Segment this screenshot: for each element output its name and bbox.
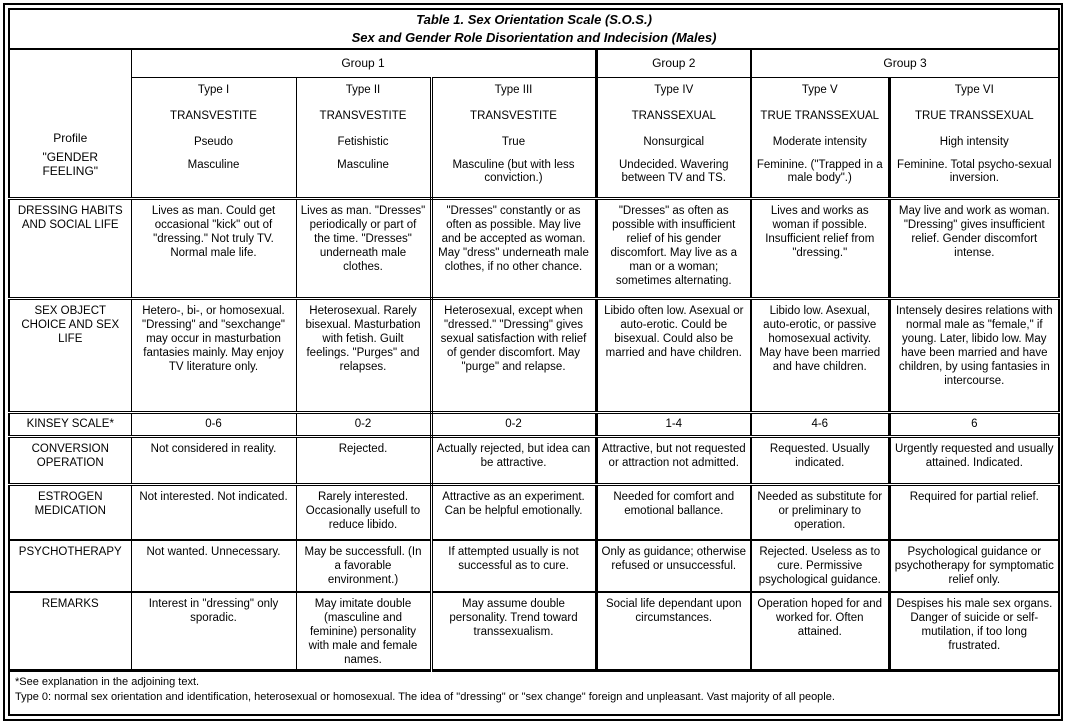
cell-remarks-type4: Social life dependant upon circumstances.: [596, 592, 751, 671]
cell-remarks-type1: Interest in "dressing" only sporadic.: [131, 592, 296, 671]
cell-sexobject-type3: Heterosexual, except when "dressed." "Dressing" gives sexual satisfaction with relief of gender discomfort. May "purge" and relapse.: [431, 298, 596, 412]
cell-sexobject-type5: Libido low. Asexual, auto-erotic, or passive homosexual activity. May have been married and have children.: [751, 298, 889, 412]
cell-conversion-type1: Not considered in reality.: [131, 436, 296, 484]
footnote-line-1: *See explanation in the adjoining text.: [15, 676, 200, 689]
type-5-subtype: Moderate intensity: [772, 136, 867, 149]
type-4-header: [596, 77, 751, 198]
cell-remarks-type5: Operation hoped for and worked for. Often attained.: [751, 592, 889, 671]
sos-table: [8, 8, 1060, 716]
type-3-feeling: Masculine (but with less conviction.): [452, 158, 575, 185]
cell-dressing-type3: "Dresses" constantly or as often as possible. May live and be accepted as woman. May "dress" underneath male clothes, if no other chance.: [431, 198, 596, 298]
table-title-cell: [9, 9, 1059, 49]
cell-kinsey-type3: 0-2: [431, 412, 596, 436]
cell-dressing-type5: Lives and works as woman if possible. Insufficient relief from "dressing.": [751, 198, 889, 298]
row-psychotherapy: [9, 540, 1059, 592]
cell-sexobject-type1: Hetero-, bi-, or homosexual. "Dressing" and "sexchange" may occur in masturbation fantasies mainly. May enjoy TV literature only.: [131, 298, 296, 412]
cell-kinsey-type2: 0-2: [296, 412, 431, 436]
type-6-name: TRUE TRANSSEXUAL: [914, 110, 1034, 123]
row-label-estrogen: ESTROGEN MEDICATION: [9, 484, 131, 540]
group2-header: Group 2: [596, 49, 751, 77]
type-2-label: Type II: [345, 84, 381, 97]
cell-dressing-type6: May live and work as woman. "Dressing" gives insufficient relief. Gender discomfort intense.: [889, 198, 1059, 298]
cell-psychotherapy-type4: Only as guidance; otherwise refused or unsuccessful.: [596, 540, 751, 592]
cell-remarks-type2: May imitate double (masculine and feminine) personality with male and female names.: [296, 592, 431, 671]
type-1-label: Type I: [197, 84, 230, 97]
type-2-header: [296, 77, 431, 198]
type-6-label: Type VI: [954, 84, 994, 97]
type-4-name: TRANSSEXUAL: [631, 110, 716, 123]
type-4-subtype: Nonsurgical: [643, 136, 705, 149]
row-kinsey-scale: [9, 412, 1059, 436]
cell-psychotherapy-type5: Rejected. Useless as to cure. Permissive psychological guidance.: [751, 540, 889, 592]
row-estrogen-medication: [9, 484, 1059, 540]
cell-remarks-type3: May assume double personality. Trend toward transsexualism.: [431, 592, 596, 671]
type-2-name: TRANSVESTITE: [319, 110, 407, 123]
cell-estrogen-type2: Rarely interested. Occasionally usefull to reduce libido.: [296, 484, 431, 540]
type-6-header: [889, 77, 1059, 198]
cell-kinsey-type4: 1-4: [596, 412, 751, 436]
profile-spacer: [13, 69, 128, 125]
cell-conversion-type2: Rejected.: [296, 436, 431, 484]
type-6-subtype: High intensity: [939, 136, 1009, 149]
gender-feeling-label: "GENDER FEELING": [42, 150, 99, 179]
type-3-label: Type III: [494, 84, 533, 97]
type-3-subtype: True: [501, 136, 526, 149]
cell-psychotherapy-type1: Not wanted. Unnecessary.: [131, 540, 296, 592]
table-title: Table 1. Sex Orientation Scale (S.O.S.): [416, 12, 652, 28]
row-label-remarks: REMARKS: [9, 592, 131, 671]
type-2-feeling: Masculine: [337, 158, 389, 171]
row-remarks: [9, 592, 1059, 671]
cell-dressing-type2: Lives as man. "Dresses" periodically or part of the time. "Dresses" underneath male clothes.: [296, 198, 431, 298]
page-frame: [3, 3, 1063, 721]
cell-remarks-type6: Despises his male sex organs. Danger of suicide or self-mutilation, if too long frustrated.: [889, 592, 1059, 671]
cell-kinsey-type6: 6: [889, 412, 1059, 436]
type-1-header: [131, 77, 296, 198]
table-title-row: [9, 9, 1059, 49]
row-label-psychotherapy: PSYCHOTHERAPY: [9, 540, 131, 592]
cell-kinsey-type1: 0-6: [131, 412, 296, 436]
type-3-header: [431, 77, 596, 198]
footnote-line-2: Type 0: normal sex orientation and identification, heterosexual or homosexual. The idea of "dressing" or "sex change" foreign and unpleasant. Vast majority of all people.: [15, 691, 835, 704]
type-5-name: TRUE TRANSSEXUAL: [760, 110, 880, 123]
cell-estrogen-type3: Attractive as an experiment. Can be helpful emotionally.: [431, 484, 596, 540]
row-label-dressing: DRESSING HABITS AND SOCIAL LIFE: [9, 198, 131, 298]
type-1-feeling: Masculine: [187, 158, 240, 171]
row-sex-object: [9, 298, 1059, 412]
group1-header: Group 1: [131, 49, 596, 77]
cell-sexobject-type4: Libido often low. Asexual or auto-erotic. Could be bisexual. Could also be married and have children.: [596, 298, 751, 412]
cell-estrogen-type4: Needed for comfort and emotional ballance.: [596, 484, 751, 540]
cell-estrogen-type1: Not interested. Not indicated.: [131, 484, 296, 540]
cell-estrogen-type5: Needed as substitute for or preliminary to operation.: [751, 484, 889, 540]
type-1-subtype: Pseudo: [193, 136, 233, 149]
cell-sexobject-type2: Heterosexual. Rarely bisexual. Masturbation with fetish. Guilt feelings. "Purges" and relapses.: [296, 298, 431, 412]
table-subtitle: Sex and Gender Role Disorientation and Indecision (Males): [351, 30, 717, 45]
row-label-sex-object: SEX OBJECT CHOICE AND SEX LIFE: [9, 298, 131, 412]
footnote-row: [9, 671, 1059, 715]
row-conversion-operation: [9, 436, 1059, 484]
cell-conversion-type3: Actually rejected, but idea can be attractive.: [431, 436, 596, 484]
cell-psychotherapy-type2: May be successfull. (In a favorable environment.): [296, 540, 431, 592]
type-4-label: Type IV: [654, 84, 694, 97]
profile-label: Profile: [53, 131, 88, 146]
cell-kinsey-type5: 4-6: [751, 412, 889, 436]
type-3-name: TRANSVESTITE: [470, 110, 557, 123]
group3-header: Group 3: [751, 49, 1059, 77]
footnote-cell: [9, 671, 1059, 715]
cell-estrogen-type6: Required for partial relief.: [889, 484, 1059, 540]
cell-conversion-type5: Requested. Usually indicated.: [751, 436, 889, 484]
type-1-name: TRANSVESTITE: [170, 110, 257, 123]
cell-sexobject-type6: Intensely desires relations with normal male as "female," if young. Later, libido low. May have been married and have children, by using fantasies in intercourse.: [889, 298, 1059, 412]
cell-psychotherapy-type6: Psychological guidance or psychotherapy for symptomatic relief only.: [889, 540, 1059, 592]
type-5-feeling: Feminine. ("Trapped in a male body".): [756, 158, 883, 185]
cell-conversion-type6: Urgently requested and usually attained. Indicated.: [889, 436, 1059, 484]
type-6-feeling: Feminine. Total psycho-sexual inversion.: [897, 158, 1052, 185]
profile-header-cell: [9, 49, 131, 198]
group-header-row: [9, 49, 1059, 77]
row-label-conversion: CONVERSION OPERATION: [9, 436, 131, 484]
type-5-header: [751, 77, 889, 198]
cell-conversion-type4: Attractive, but not requested or attraction not admitted.: [596, 436, 751, 484]
cell-dressing-type4: "Dresses" as often as possible with insufficient relief of his gender discomfort. May live as a man or a woman; sometimes alternating.: [596, 198, 751, 298]
type-4-feeling: Undecided. Wavering between TV and TS.: [618, 158, 729, 185]
cell-psychotherapy-type3: If attempted usually is not successful as to cure.: [431, 540, 596, 592]
cell-dressing-type1: Lives as man. Could get occasional "kick" out of "dressing." Not truly TV. Normal male life.: [131, 198, 296, 298]
type-5-label: Type V: [801, 84, 838, 97]
row-dressing-habits: [9, 198, 1059, 298]
type-2-subtype: Fetishistic: [337, 136, 389, 149]
row-label-kinsey: KINSEY SCALE*: [9, 412, 131, 436]
type-header-row: [9, 77, 1059, 198]
